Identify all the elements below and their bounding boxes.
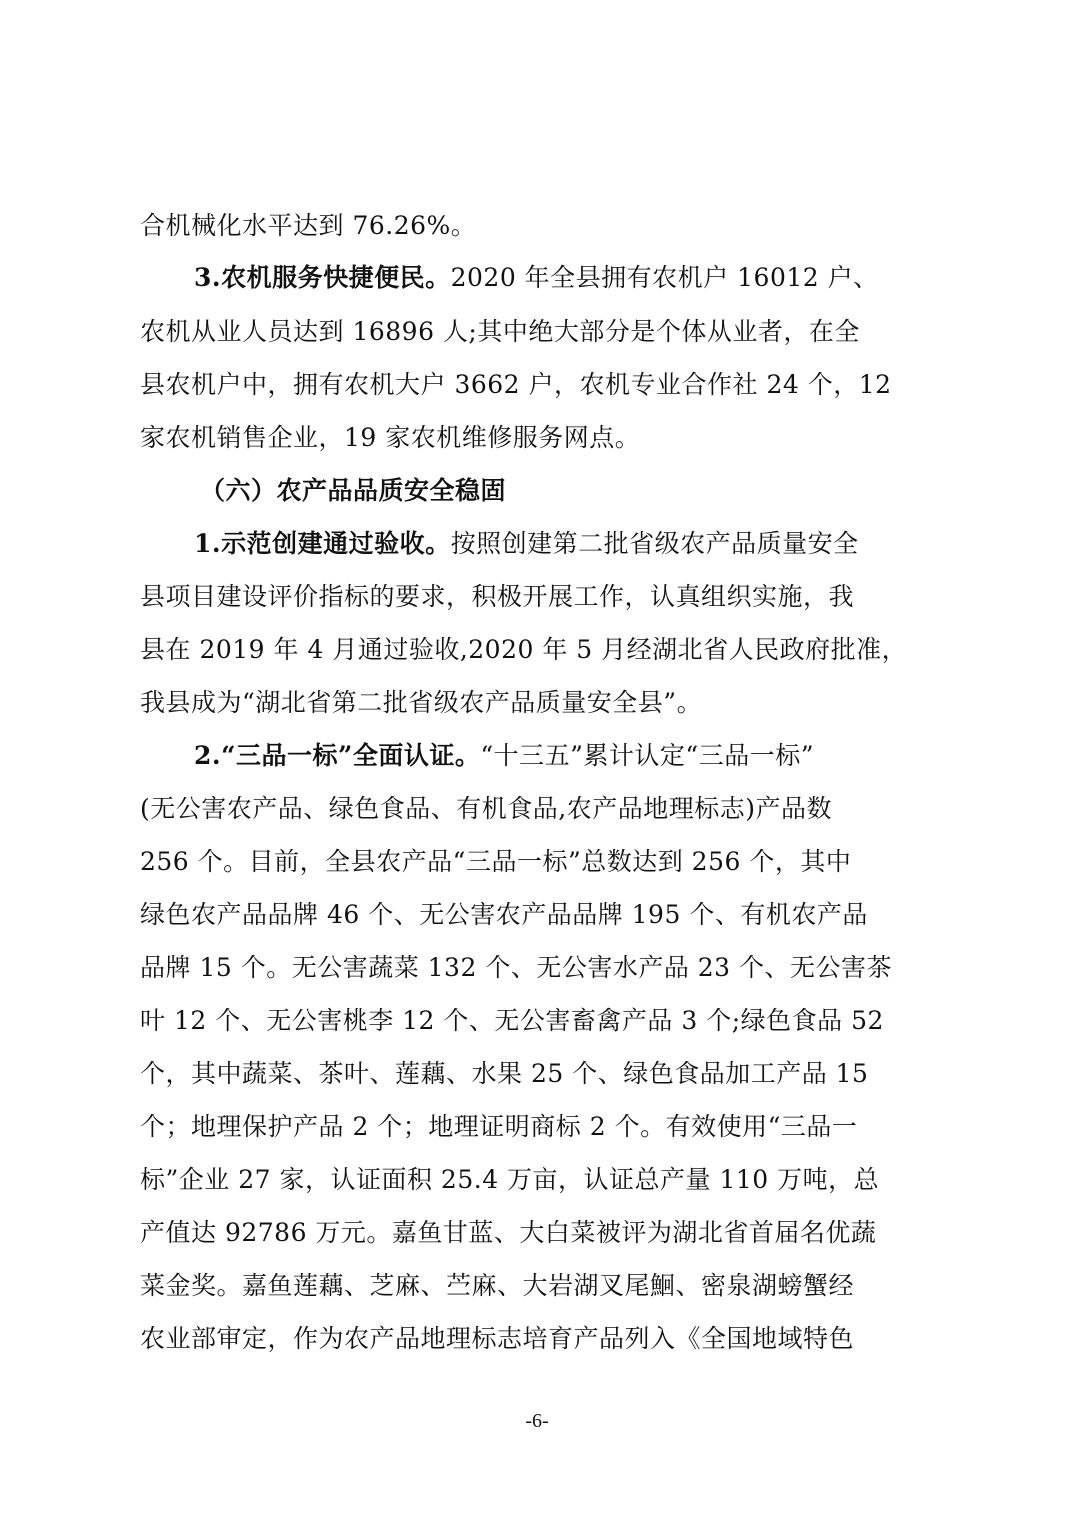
paragraph-line xyxy=(140,306,936,358)
paragraph-line xyxy=(140,995,936,1047)
line-text: 菜金奖。嘉鱼莲藕、芝麻、苎麻、大岩湖叉尾鮰、密泉湖螃蟹经 xyxy=(140,1271,855,1300)
section-heading: （六）农产品品质安全稳固 xyxy=(200,476,507,505)
line-text: 品牌 15 个。无公害蔬菜 132 个、无公害水产品 23 个、无公害茶 xyxy=(140,953,893,982)
bold-lead: 2.“三品一标”全面认证。 xyxy=(194,741,481,770)
line-text: 县在 2019 年 4 月通过验收,2020 年 5 月经湖北省人民政府批准， xyxy=(140,635,908,664)
paragraph-line xyxy=(140,1048,936,1100)
paragraph-line xyxy=(140,1154,936,1206)
paragraph-line xyxy=(194,518,936,570)
line-text: 2020 年全县拥有农机户 16012 户、 xyxy=(450,263,879,292)
bold-lead: 1.示范创建通过验收。 xyxy=(194,529,451,558)
line-text: 叶 12 个、无公害桃李 12 个、无公害畜禽产品 3 个;绿色食品 52 xyxy=(140,1006,884,1035)
line-text: 标”企业 27 家，认证面积 25.4 万亩，认证总产量 110 万吨，总 xyxy=(140,1165,880,1194)
paragraph-line xyxy=(194,730,936,782)
line-text: 256 个。目前，全县农产品“三品一标”总数达到 256 个，其中 xyxy=(140,847,852,876)
line-text: 我县成为“湖北省第二批省级农产品质量安全县”。 xyxy=(140,688,703,717)
paragraph-line xyxy=(140,359,936,411)
line-text: “十三五”累计认定“三品一标” xyxy=(480,741,814,770)
paragraph-line xyxy=(140,942,936,994)
paragraph-line xyxy=(140,571,936,623)
line-text: 产值达 92786 万元。嘉鱼甘蓝、大白菜被评为湖北省首届名优蔬 xyxy=(140,1218,877,1247)
paragraph-line xyxy=(140,677,936,729)
paragraph-line xyxy=(140,836,936,888)
paragraph-line xyxy=(194,252,936,304)
paragraph-line xyxy=(140,200,936,252)
paragraph-line xyxy=(140,624,936,676)
line-text: 家农机销售企业，19 家农机维修服务网点。 xyxy=(140,423,641,452)
paragraph-line xyxy=(140,1207,936,1259)
line-text: 个；地理保护产品 2 个；地理证明商标 2 个。有效使用“三品一 xyxy=(140,1112,858,1141)
line-text: 县农机户中，拥有农机大户 3662 户，农机专业合作社 24 个，12 xyxy=(140,370,892,399)
line-text: 个，其中蔬菜、茶叶、莲藕、水果 25 个、绿色食品加工产品 15 xyxy=(140,1059,869,1088)
paragraph-line xyxy=(140,1260,936,1312)
page-number: -6- xyxy=(525,1410,549,1432)
paragraph-line xyxy=(140,412,936,464)
line-text: 县项目建设评价指标的要求，积极开展工作，认真组织实施，我 xyxy=(140,582,855,611)
line-text: 农机从业人员达到 16896 人;其中绝大部分是个体从业者，在全 xyxy=(140,317,860,346)
line-text: 按照创建第二批省级农产品质量安全 xyxy=(450,529,859,558)
bold-lead: 3.农机服务快捷便民。 xyxy=(194,263,451,292)
line-text: 农业部审定，作为农产品地理标志培育产品列入《全国地域特色 xyxy=(140,1324,855,1353)
paragraph-line xyxy=(140,783,936,835)
paragraph-line xyxy=(140,889,936,941)
paragraph-line xyxy=(140,1313,936,1365)
paragraph-line xyxy=(140,1101,936,1153)
line-text: 合机械化水平达到 76.26%。 xyxy=(140,211,477,240)
line-text: 绿色农产品品牌 46 个、无公害农产品品牌 195 个、有机农产品 xyxy=(140,900,868,929)
line-text: (无公害农产品、绿色食品、有机食品,农产品地理标志)产品数 xyxy=(140,794,832,823)
